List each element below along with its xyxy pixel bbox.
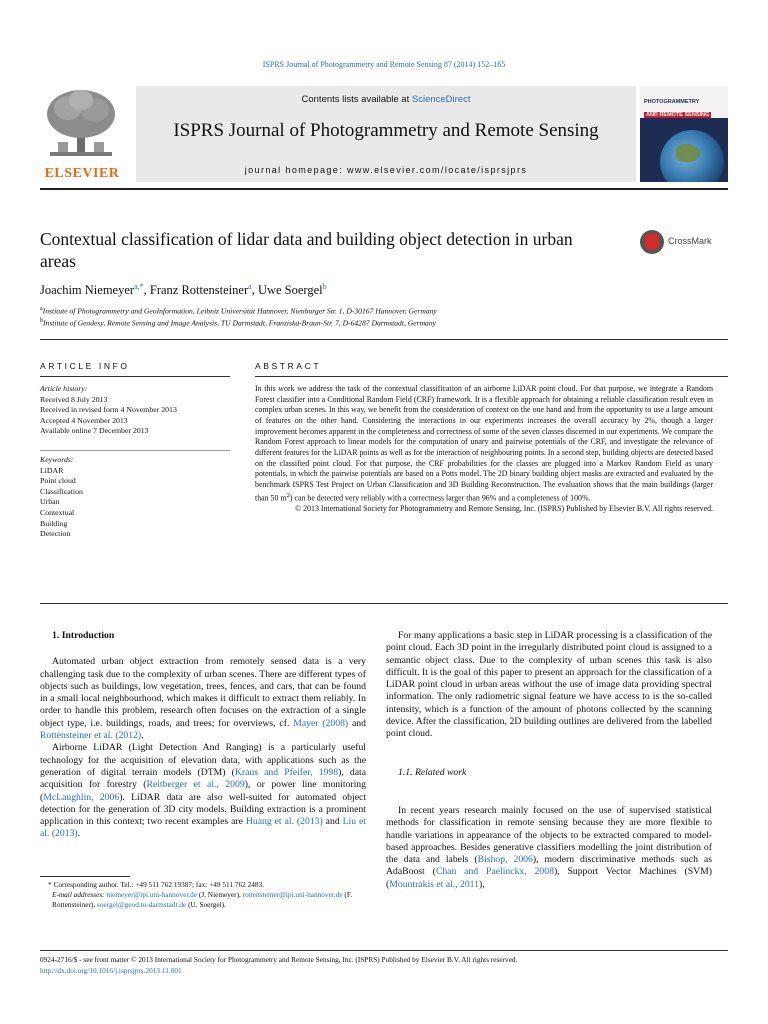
text: ), data acquisition for forestry ( [40, 766, 366, 791]
cover-title-1: PHOTOGRAMMETRY [644, 99, 700, 105]
author-list [40, 282, 327, 298]
author-affil-mark[interactable]: b [322, 282, 327, 291]
affiliation [40, 306, 437, 316]
text: ), Support Vector Machines (SVM) ( [386, 866, 712, 890]
banner-divider [40, 188, 728, 190]
divider [40, 603, 728, 604]
text: . [77, 828, 81, 840]
citation-link[interactable]: Kraus and Pfeifer, 1998 [234, 766, 339, 778]
article-history [40, 384, 230, 437]
citation-link[interactable]: Huang et al. (2013) [245, 816, 323, 828]
keyword: LiDAR [40, 465, 64, 475]
history-item: Available online 7 December 2013 [40, 426, 149, 436]
paragraph: For many applications a basic step in LiDAR processing is a classification of the point cloud. Each 3D point in the irregularly distributed point cloud is assigned to a semantic object class. Due to the complexity of urban scenes this task is also difficult. It is the goal of this paper to present an approach for the classification of a LiDAR point cloud in urban areas without the use of image data providing spectral information. The only radiometric signal feature we have access to is the so-called intensity, which is a function of the amount of photons collected by the scanning device. After the classification, 2D building outlines are delivered from the labelled point cloud. [386, 630, 712, 740]
email-link[interactable]: soergel@geod.tu-darmstadt.de [97, 900, 187, 910]
subsection-heading: 1.1. Related work [398, 766, 467, 778]
text: ), modern discriminative methods such as AdaBoost ( [386, 854, 712, 878]
keyword: Point cloud [40, 476, 76, 486]
text: ). LiDAR data are also well-suited for automated object detection for the generation of 3D city models. Building extraction is a prominent application in this context; two recent examples are [40, 791, 367, 828]
crossmark-button[interactable] [640, 230, 730, 254]
citation-link[interactable]: Bishop, 2006 [477, 854, 533, 866]
crossmark-label: CrossMark [668, 236, 712, 246]
email-link[interactable]: rottensteiner@ipi.uni-hannover.de [242, 890, 343, 900]
elsevier-tree-icon [40, 86, 122, 164]
keyword: Detection [40, 529, 71, 539]
journal-name: ISPRS Journal of Photogrammetry and Remote Sensing [173, 120, 599, 141]
author-sep: , [251, 283, 258, 298]
divider [40, 450, 230, 451]
paragraph [386, 805, 712, 891]
text: In recent years research mainly focused on the use of supervised statistical methods for classification in remote sensing because they are more flexible to handle variations in appearance of the objects to be extracted compared to model-based approaches. Besides generative classifiers modelling the joint distribution of the data and labels ( [386, 804, 712, 866]
bottom-divider [40, 950, 728, 951]
issn-line: 0924-2716/$ - see front matter © 2013 International Society for Photogrammetry and Remote Sensing, Inc. (ISPRS) Published by Elsevier B.V. All rights reserved. [40, 955, 518, 964]
affiliation-mark: a [40, 306, 43, 312]
article-info-heading: ARTICLE INFO [40, 361, 130, 371]
cover-title-2: AND REMOTE SENSING [646, 112, 710, 118]
citation-link[interactable]: Mayer (2008) [293, 717, 349, 729]
history-item: Accepted 4 November 2013 [40, 415, 128, 425]
banner-center [136, 86, 636, 182]
sciencedirect-link[interactable]: ScienceDirect [411, 94, 471, 105]
affiliation [40, 318, 436, 328]
text: and [348, 717, 366, 729]
author-name: Franz Rottensteiner [149, 283, 249, 298]
email-addresses [40, 890, 366, 910]
history-item: Received in revised form 4 November 2013 [40, 405, 177, 415]
citation-link[interactable]: Mountrakis et al., 2011 [389, 878, 480, 890]
citation-link[interactable]: Chan and Paelinckx, 2008 [435, 866, 554, 878]
citation-link[interactable]: McLaughlin, 2006 [43, 791, 120, 803]
citation-link[interactable]: Liu et al. (2013) [40, 816, 366, 840]
cover-land [676, 144, 700, 162]
email-owner: (U. Soergel). [186, 900, 226, 910]
journal-banner [40, 86, 728, 184]
section-heading: 1. Introduction [52, 630, 115, 641]
paragraph [40, 742, 366, 840]
citation-link[interactable]: Reitberger et al., 2009 [146, 779, 245, 791]
keywords-label: Keywords: [40, 455, 74, 464]
keyword: Classification [40, 486, 83, 496]
corresponding-author: * Corresponding author. Tel.: +49 511 762 19387; fax: +49 511 762 2483. [48, 880, 265, 889]
author-name: Joachim Niemeyer [40, 283, 135, 298]
email-link[interactable]: niemeyer@ipi.uni-hannover.de [106, 890, 198, 900]
divider [40, 376, 230, 377]
author-affil-mark[interactable]: a [248, 282, 252, 291]
abstract-text-1: In this work we address the task of the contextual classification of an airborne LiDAR point cloud. For that purpose, we integrate a Random Forest classifier into a Conditional Random Field (CRF) framework. It is a flexible approach for obtaining a reliable classification result even in complex urban scenes. In this way, we benefit from the consideration of context on the one hand and from the opportunity to use a large amount of features on the other hand. Considering the interactions in our experiments increases the overall accuracy by 2%, though a larger improvement becomes apparent in the completeness and correctness of some of the seven classes discerned in our experiments. We compare the Random Forest approach to linear models for the computation of unary and pairwise potentials of the CRF, and investigate the relevance of different features for the LiDAR points as well as for the interaction of neighbouring points. In a second step, building objects are detected based on the classified point cloud. For that purpose, the CRF probabilities for the classes are plugged into a Markov Random Field as unary potentials, in which the pairwise potentials are based on a Potts model. The 2D binary building object masks are extracted and evaluated by the benchmark ISPRS Test Project on Urban Classification and 3D Building Reconstruction. The evaluation shows that the main buildings (larger than 50 m [255, 384, 713, 503]
doi-link[interactable]: http://dx.doi.org/10.1016/j.isprsjprs.2013.11.001 [40, 966, 182, 975]
affiliation-text: Institute of Geodesy, Remote Sensing and Image Analysis, TU Darmstadt, Franziska-Braun-Str. 7, D-64287 Darmstadt, Germany [43, 318, 437, 328]
abstract-copyright: © 2013 International Society for Photogrammetry and Remote Sensing, Inc. (ISPRS) Published by Elsevier B.V. All rights reserved. [295, 503, 713, 513]
publisher-name: ELSEVIER [44, 166, 120, 181]
abstract-sup: 2 [286, 491, 290, 499]
text: ), or power line monitoring ( [40, 779, 366, 803]
footnote [40, 880, 366, 911]
divider [40, 339, 728, 340]
keyword: Building [40, 518, 68, 528]
article-title: Contextual classification of lidar data and building object detection in urban areas [40, 229, 573, 271]
paragraph [40, 656, 366, 742]
history-item: Received 8 July 2013 [40, 394, 108, 404]
abstract-text [255, 384, 713, 504]
body-right-column [386, 630, 712, 891]
contents-prefix: Contents lists available at [301, 94, 412, 105]
text: Automated urban object extraction from remotely sensed data is a very challenging task due to the complexity of urban scenes. There are different types of objects such as buildings, low vegetation, trees, fences, and cars, that can be found in a small local neighbourhood, which makes it difficult to extract them reliably. In order to handle this problem, research often focuses on the extraction of a single object type, i.e. buildings, roads, and trees; for overviews, cf. [40, 656, 366, 729]
affiliation-mark: b [40, 318, 43, 324]
elsevier-logo [40, 86, 122, 182]
email-owner: (J. Niemeyer), [197, 890, 243, 900]
citation-link[interactable]: Rottensteiner et al. (2012) [40, 730, 142, 742]
front-matter [40, 954, 517, 976]
journal-homepage[interactable]: journal homepage: www.elsevier.com/locate/isprsjprs [244, 165, 528, 175]
contents-line [136, 94, 636, 105]
author-sep: , [143, 283, 150, 298]
crossmark-icon [640, 230, 664, 254]
author-affil-mark[interactable]: a,* [134, 282, 144, 291]
abstract-text-2: ) can be detected very reliably with a correctness larger than 96% and a completeness of 100%. [289, 493, 591, 503]
journal-reference[interactable]: ISPRS Journal of Photogrammetry and Remote Sensing 87 (2014) 152–165 [262, 60, 506, 69]
author-name: Uwe Soergel [257, 283, 323, 298]
abstract-body [255, 384, 713, 515]
text: Airborne LiDAR (Light Detection And Ranging) is a particularly useful technology for the acquisition of elevation data, with applications such as the generation of digital terrain models (DTM) ( [40, 742, 366, 778]
keyword: Urban [40, 497, 60, 507]
affiliation-text: Institute of Photogrammetry and GeoInformation, Leibniz Universität Hannover, Nienburger Str. 1, D-30167 Hannover, Germany [42, 306, 437, 316]
email-owner: (F. Rottensteiner), [52, 890, 353, 910]
text: . [141, 730, 144, 742]
email-label: E-mail addresses: [52, 890, 107, 900]
keyword: Contextual [40, 507, 75, 517]
body-left-column [40, 630, 366, 841]
text: and [322, 816, 343, 828]
abstract-heading: ABSTRACT [255, 361, 322, 371]
divider [255, 376, 728, 377]
text: ), [479, 878, 485, 890]
history-label: Article history: [40, 384, 88, 393]
keywords [40, 455, 230, 540]
footnote-divider [40, 876, 130, 877]
journal-cover-image [640, 86, 728, 182]
